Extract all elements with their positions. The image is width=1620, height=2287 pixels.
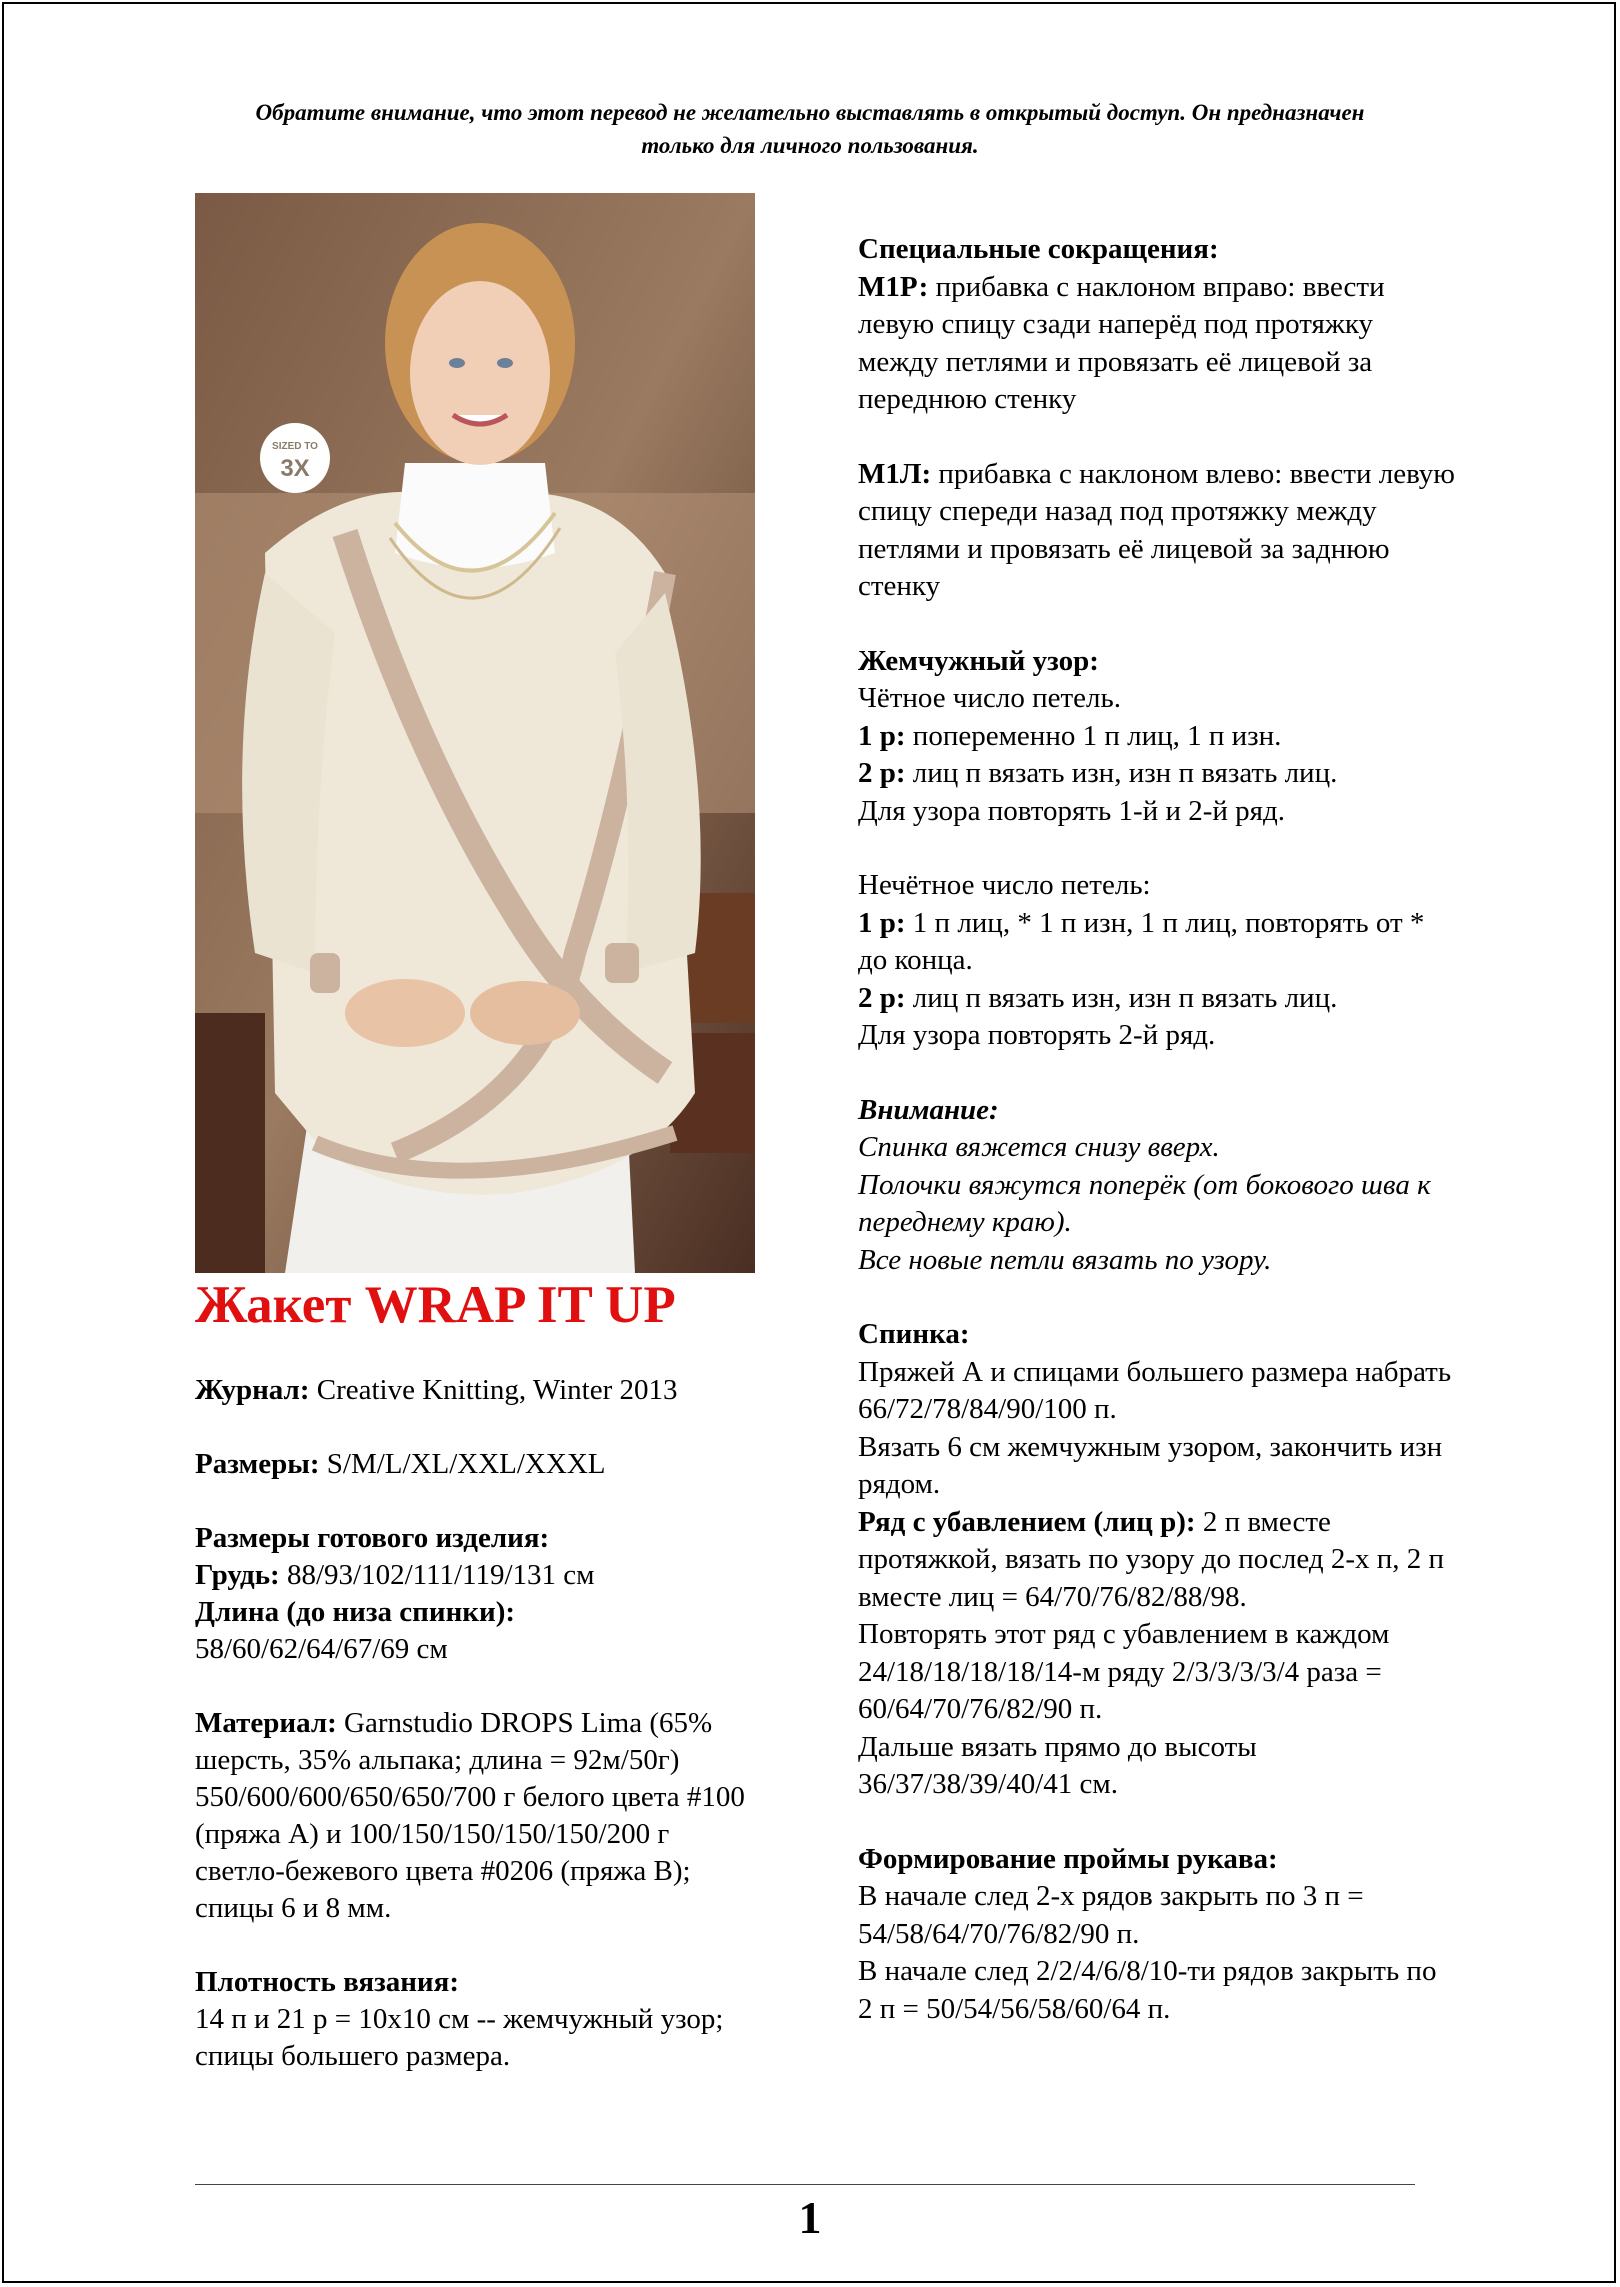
m1r-text: прибавка с наклоном вправо: ввести левую спицу сзади наперёд под протяжку между петлями и провязать её лицевой за переднюю стенку xyxy=(858,270,1385,415)
back-heading: Спинка: xyxy=(858,1318,970,1350)
journal-block xyxy=(195,1372,765,1409)
back-p1: Пряжей А и спицами большего размера набрать 66/72/78/84/90/100 п. xyxy=(858,1355,1452,1425)
gauge-block xyxy=(195,1964,765,2075)
seed-o1-label: 1 р: xyxy=(858,906,906,939)
sizes-text: S/M/L/XL/XXL/XXXL xyxy=(319,1448,606,1480)
seed-r2-label: 2 р: xyxy=(858,757,906,789)
material-label: Материал: xyxy=(195,1707,337,1739)
seed-heading: Жемчужный узор: xyxy=(858,644,1099,677)
journal-text: Creative Knitting, Winter 2013 xyxy=(309,1374,678,1406)
chest-text: 88/93/102/111/119/131 см xyxy=(279,1559,595,1591)
seed-o1-text: 1 п лиц, * 1 п изн, 1 п лиц, повторять от * до конца. xyxy=(858,906,1425,976)
length-label: Длина (до низа спинки): xyxy=(195,1596,516,1628)
footer-rule xyxy=(195,2184,1415,2185)
sweater-photo xyxy=(195,193,755,1273)
m1l-label: М1Л: xyxy=(858,457,932,490)
sizes-block xyxy=(195,1446,765,1483)
seed-even: Чётное число петель. xyxy=(858,682,1121,714)
attention-block xyxy=(858,1092,1458,1280)
abbrev-heading: Специальные сокращения: xyxy=(858,233,1219,265)
material-text: Garnstudio DROPS Lima (65% шерсть, 35% альпака; длина = 92м/50г) 550/600/600/650/650/700 г белого цвета #100 (пряжа А) и 100/150/150/150/150/200 г светло-бежевого цвета #0206 (пряжа B); спицы 6 и 8 мм. xyxy=(195,1707,745,1924)
gauge-text: 14 п и 21 р = 10х10 см -- жемчужный узор; спицы большего размера. xyxy=(195,2003,724,2072)
badge-line2: 3X xyxy=(280,455,310,482)
journal-label: Журнал: xyxy=(195,1374,310,1406)
back-dec-text: 2 п вместе протяжкой, вязать по узору до послед 2-х п, 2 п вместе лиц = 64/70/76/82/88/98. xyxy=(858,1505,1445,1613)
back-block xyxy=(858,1316,1458,1804)
material-block xyxy=(195,1705,765,1927)
finished-heading: Размеры готового изделия: xyxy=(195,1522,550,1554)
finished-size-block xyxy=(195,1520,765,1668)
m1r-label: М1Р: xyxy=(858,270,929,303)
back-p2: Вязать 6 см жемчужным узором, закончить изн рядом. xyxy=(858,1430,1443,1500)
sizes-label: Размеры: xyxy=(195,1448,320,1480)
seed-o-repeat: Для узора повторять 2-й ряд. xyxy=(858,1019,1216,1051)
seed-o2-text: лиц п вязать изн, изн п вязать лиц. xyxy=(905,981,1338,1014)
m1l-text: прибавка с наклоном влево: ввести левую спицу спереди назад под протяжку между петлями и провязать её лицевой за заднюю стенку xyxy=(858,457,1455,602)
badge-line1: SIZED TO xyxy=(272,441,318,452)
chest-label: Грудь: xyxy=(195,1559,280,1591)
m1l-block xyxy=(858,456,1458,606)
abbreviations-block xyxy=(858,231,1458,419)
page-number: 1 xyxy=(798,2192,822,2243)
seed-even-block xyxy=(858,643,1458,831)
attention-line1: Спинка вяжется снизу вверх. xyxy=(858,1131,1220,1163)
back-p3: Повторять этот ряд с убавлением в каждом 24/18/18/18/18/14-м ряду 2/3/3/3/3/4 раза = 60/64/70/76/82/90 п. xyxy=(858,1618,1390,1725)
attention-line3: Все новые петли вязать по узору. xyxy=(858,1243,1272,1276)
seed-r2-text: лиц п вязать изн, изн п вязать лиц. xyxy=(905,757,1338,789)
seed-o2-label: 2 р: xyxy=(858,981,906,1014)
back-dec-label: Ряд с убавлением (лиц р): xyxy=(858,1505,1196,1538)
right-column xyxy=(858,231,1458,2065)
seed-r1-label: 1 р: xyxy=(858,719,906,752)
length-text: 58/60/62/64/67/69 см xyxy=(195,1633,448,1665)
armhole-p1: В начале след 2-х рядов закрыть по 3 п = 54/58/64/70/76/82/90 п. xyxy=(858,1880,1364,1950)
gauge-label: Плотность вязания: xyxy=(195,1966,459,1998)
seed-repeat: Для узора повторять 1-й и 2-й ряд. xyxy=(858,794,1285,827)
page-title: Жакет WRAP IT UP xyxy=(195,1276,676,1334)
armhole-heading: Формирование проймы рукава: xyxy=(858,1842,1278,1875)
left-column xyxy=(195,1372,765,2112)
seed-odd-block xyxy=(858,867,1458,1055)
seed-odd: Нечётное число петель: xyxy=(858,869,1151,901)
attention-heading: Внимание: xyxy=(858,1093,999,1126)
armhole-block xyxy=(858,1841,1458,2029)
armhole-p2: В начале след 2/2/4/6/8/10-ти рядов закрыть по 2 п = 50/54/56/58/60/64 п. xyxy=(858,1955,1437,2025)
back-p4: Дальше вязать прямо до высоты 36/37/38/39/40/41 см. xyxy=(858,1730,1257,1800)
seed-r1-text: попеременно 1 п лиц, 1 п изн. xyxy=(905,719,1282,752)
attention-line2: Полочки вяжутся поперёк (от бокового шва к переднему краю). xyxy=(858,1168,1431,1238)
notice: Обратите внимание, что этот перевод не желательно выставлять в открытый доступ. Он предназначен только для личного пользования. xyxy=(255,100,1365,158)
